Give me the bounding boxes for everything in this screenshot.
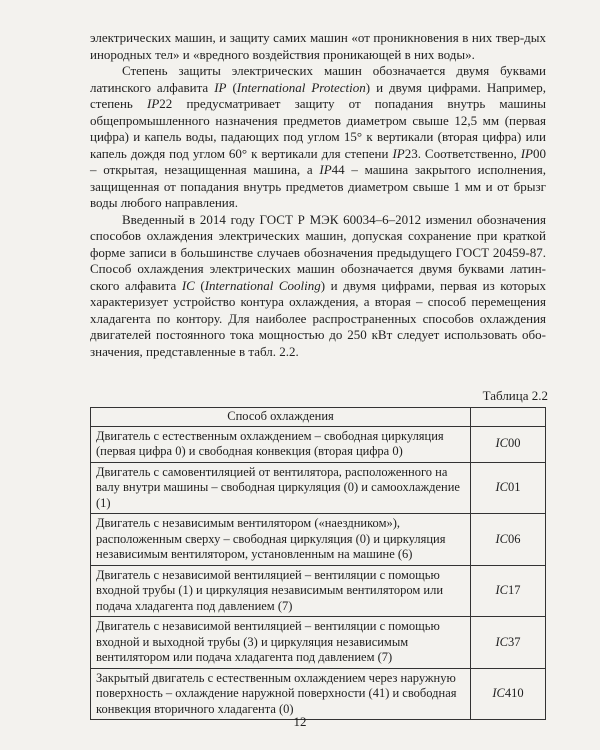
- cooling-code-prefix: IC: [495, 634, 508, 649]
- cooling-code-number: 37: [508, 634, 521, 649]
- cooling-code: [471, 462, 546, 514]
- p3-ic-full: International Cooling: [204, 277, 321, 293]
- cooling-description: Двигатель с независимой вентиляцией – вентиляции с помощью входной и выходной трубы (3) и циркуляция независимым вентилятором или подача хладагента под давлением (7): [91, 617, 471, 669]
- cooling-code-prefix: IC: [492, 686, 505, 700]
- table-caption: Таблица 2.2: [482, 388, 548, 403]
- p3-text-b: (: [194, 277, 205, 293]
- table-row: [91, 426, 546, 462]
- table-row: [91, 617, 546, 669]
- cooling-code-number: 00: [508, 436, 521, 451]
- p2-text-d: 22 предусматривает защиту от попадания внутрь машины общепромышленного назначения предметов диаметром свыше 12,5 мм (первая цифра) и капель воды, падающих под углом 15° к вертикали (вторая цифра) или капель дождя под углом 60° к вертикали для степени: [90, 96, 546, 161]
- cooling-code-prefix: IC: [495, 436, 508, 451]
- p2-text-e: 23. Соответственно,: [404, 145, 521, 161]
- table-row: [91, 668, 546, 720]
- cooling-description: Двигатель с независимой вентиляцией – вентиляции с помощью входной трубы (1) и циркуляция независимым вентилятором или подача хладагента под давлением (7): [91, 565, 471, 617]
- paragraph-1: электрических машин, и защиту самих машин «от проникновения в них твер-дых инородных тел» и «вредного воздействия проникающей в них воды».: [90, 30, 546, 62]
- table-row: [91, 514, 546, 566]
- paragraph-3: [90, 212, 546, 361]
- paragraph-2: [90, 63, 546, 212]
- p2-text-f: 00 – открытая, незащищенная машина, а: [90, 145, 546, 177]
- cooling-description: Двигатель с независимым вентилятором («наездником»), расположенным сверху – свободная циркуляция (0) и циркуляция независимым вентилятором, установленным на машине (6): [91, 514, 471, 566]
- p2-text-b: (: [226, 79, 237, 95]
- page-number: 12: [293, 714, 307, 729]
- cooling-code: [471, 514, 546, 566]
- cooling-code-number: 17: [508, 583, 521, 597]
- cooling-code-prefix: IC: [495, 531, 508, 546]
- cooling-code: [471, 565, 546, 617]
- cooling-description: Двигатель с естественным охлаждением – свободная циркуляция (первая цифра 0) и свободная конвекция (вторая цифра 0): [91, 426, 471, 462]
- table-header-cell: Способ охлаждения: [91, 408, 471, 427]
- cooling-code-number: 01: [508, 480, 521, 494]
- p2-ip00: IP: [520, 145, 533, 161]
- table-header-row: [91, 408, 546, 427]
- p2-ip: IP: [214, 79, 227, 95]
- cooling-code-prefix: IC: [495, 480, 508, 494]
- p3-text-c: ) и двумя цифрами, первая из которых характеризует устройство контура охлаждения, а вторая – способ перемещения хладагента по контору. Для наиболее распространенных способов охлаждения двигателей постоянного тока мощностью до 250 кВт следует использовать обо-значения, представленные в табл. 2.2.: [90, 277, 546, 359]
- p3-text-a: Введенный в 2014 году ГОСТ Р МЭК 60034–6–2012 изменил обозначения способов охлаждения электрических машин, допуская сохранение при краткой форме записи в большинстве случаев обозначения предыдущего ГОСТ 20459-87. Способ охлаждения электрических машин обозначается двумя буквами латин-ского алфавита: [90, 211, 546, 293]
- p2-ip-full: International Protection: [236, 79, 366, 95]
- p2-text-c: ) и двумя цифрами. Например, степень: [90, 79, 546, 111]
- table-row: [91, 462, 546, 514]
- p3-ic: IC: [181, 277, 195, 293]
- table-header-code-cell: [471, 408, 546, 427]
- cooling-code: [471, 668, 546, 720]
- cooling-code-prefix: IC: [495, 583, 508, 597]
- p2-text-a: Степень защиты электрических машин обозначается двумя буквами латинского алфавита: [90, 63, 546, 95]
- cooling-code: [471, 426, 546, 462]
- p2-ip22: IP: [147, 96, 160, 111]
- body-text: [90, 30, 546, 360]
- p2-text-g: 44 – машина закрытого исполнения, защищенная от попадания внутрь предметов диаметром свыше 1 мм и от брызг воды любого направления.: [90, 162, 546, 210]
- table-row: [91, 565, 546, 617]
- cooling-description: Закрытый двигатель с естественным охлаждением через наружную поверхность – охлаждение наружной поверхности (41) и свободная конвекция вторичного хладагента (0): [91, 668, 471, 720]
- p2-ip23: IP: [392, 145, 405, 161]
- cooling-code-number: 06: [508, 531, 521, 546]
- cooling-description: Двигатель с самовентиляцией от вентилятора, расположенного на валу внутри машины – свободная циркуляция (0) и самоохлаждение (1): [91, 462, 471, 514]
- cooling-methods-table: [90, 407, 546, 720]
- cooling-code-number: 410: [504, 686, 524, 700]
- p2-ip44: IP: [319, 162, 332, 177]
- cooling-code: [471, 617, 546, 669]
